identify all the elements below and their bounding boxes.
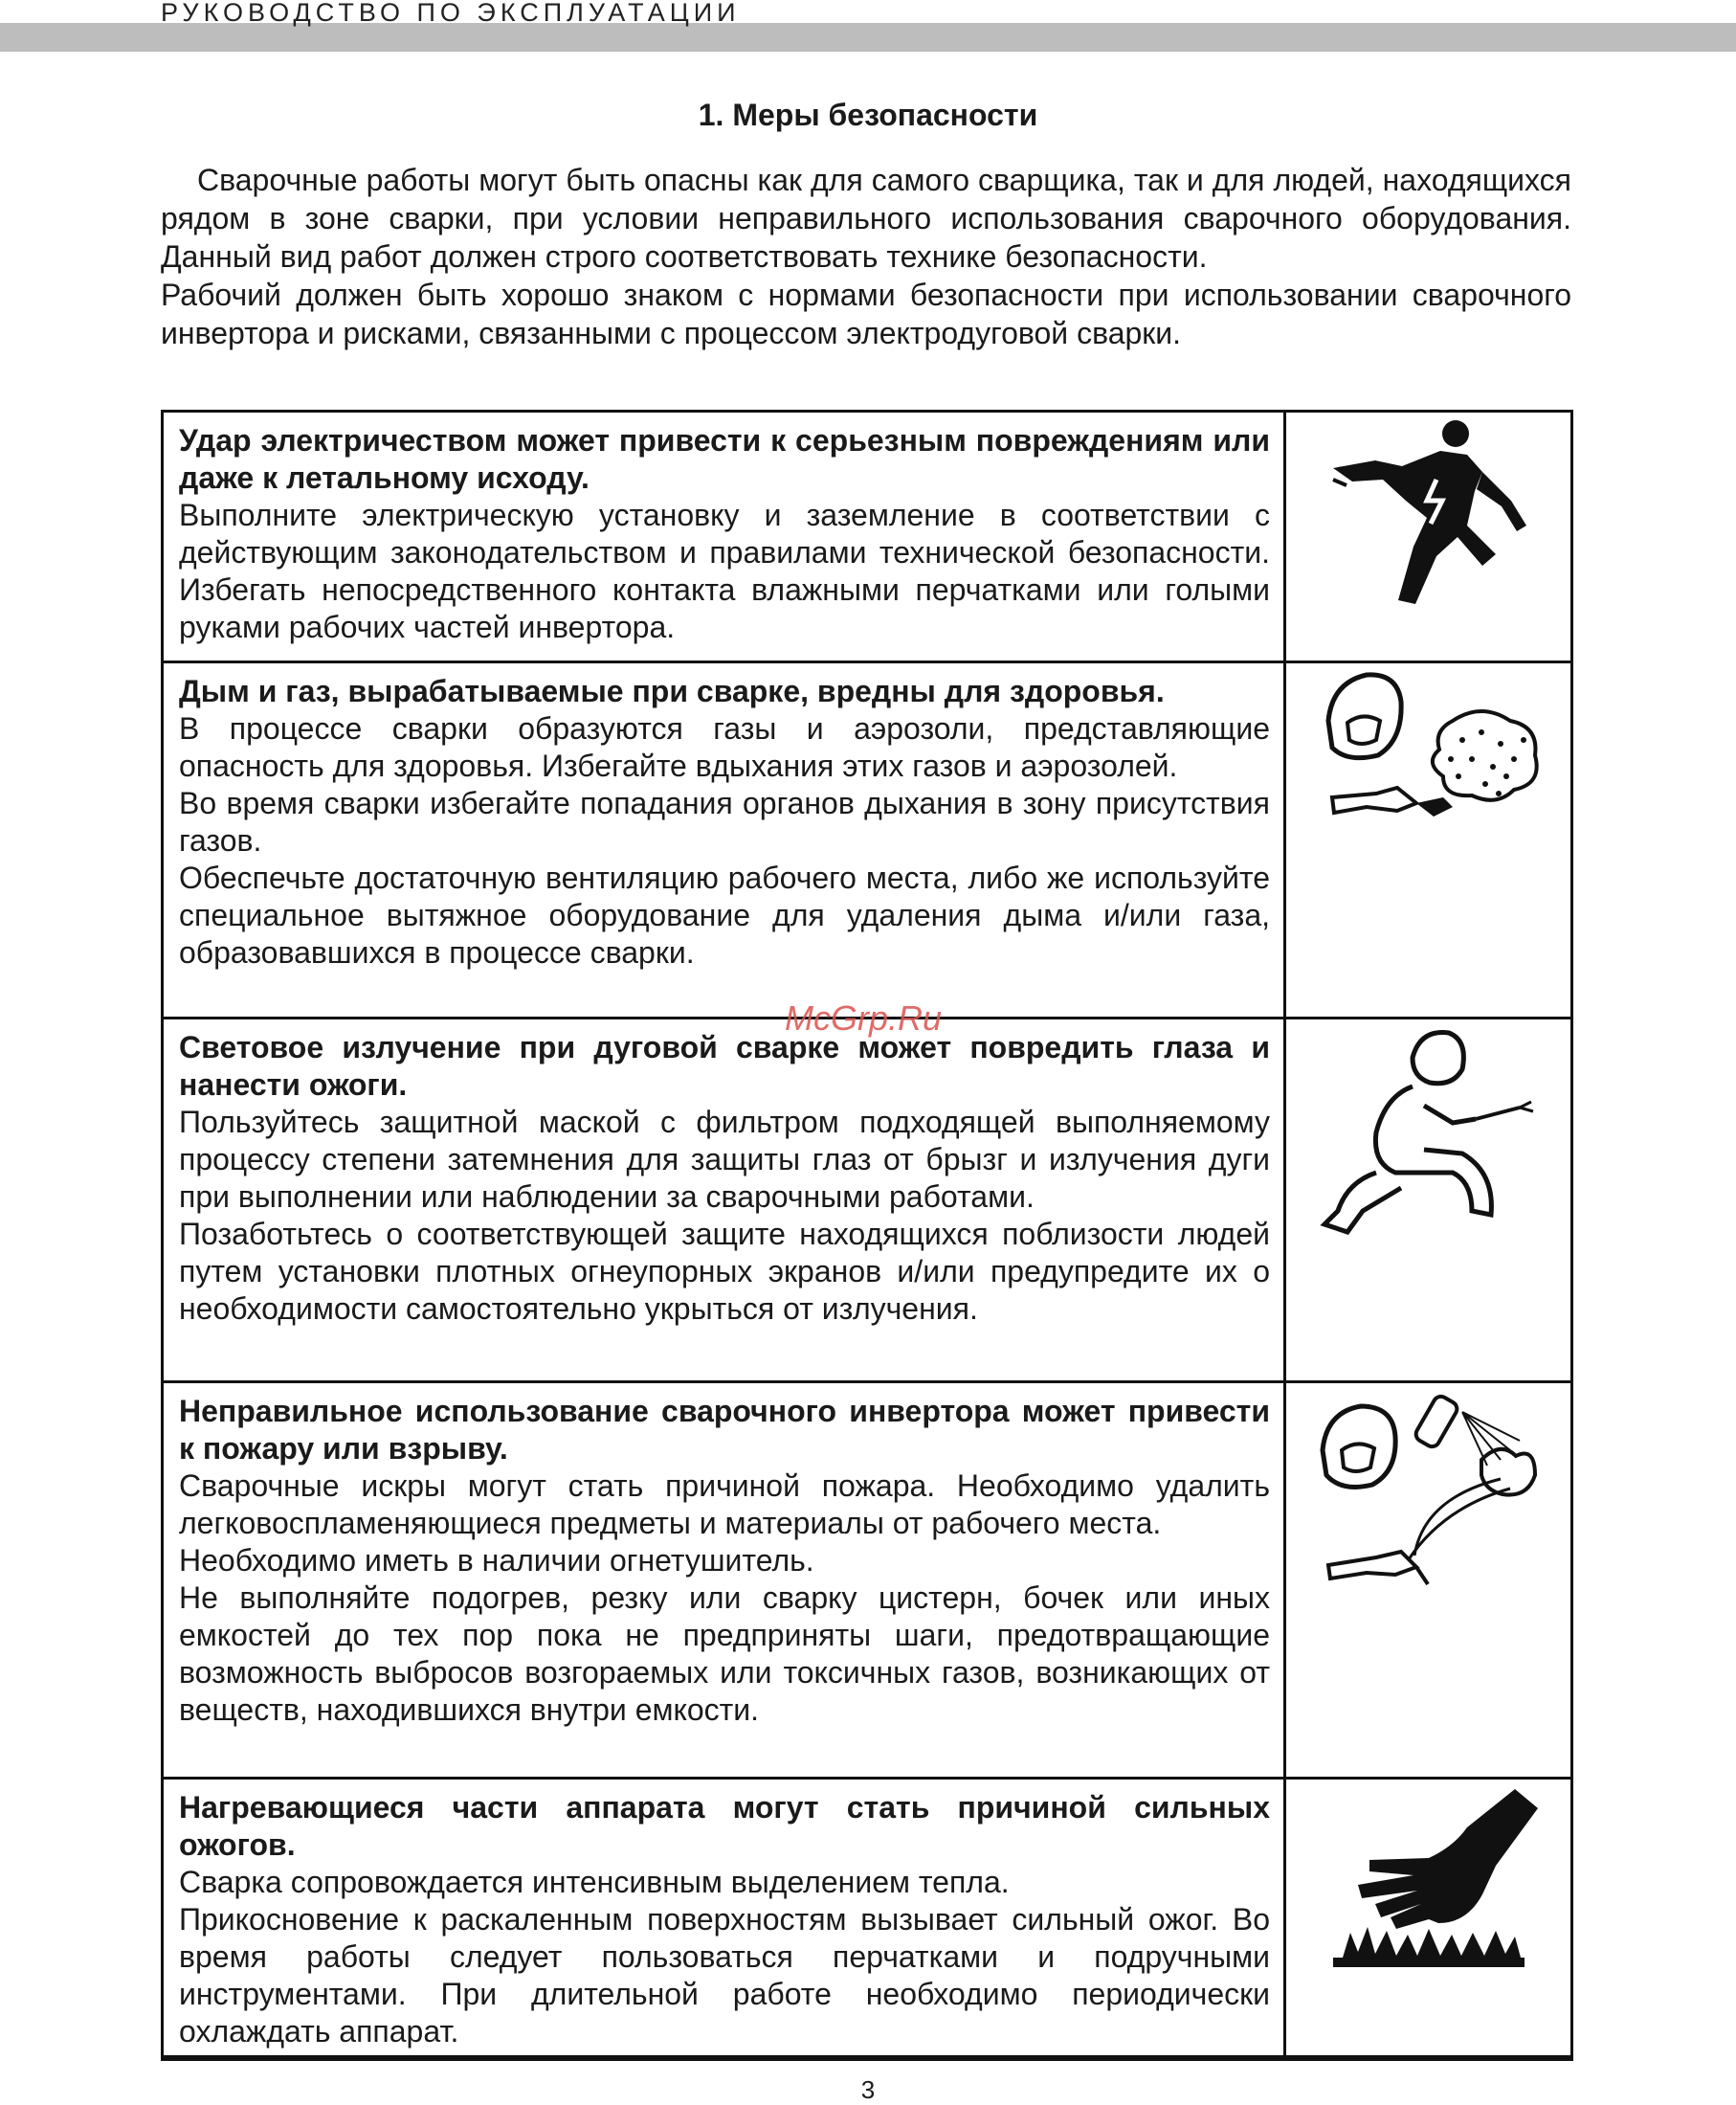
warning-heading: Дым и газ, вырабатываемые при сварке, вредны для здоровья. <box>179 674 1165 708</box>
warning-text-cell <box>163 1779 1285 2060</box>
warning-row-electric <box>163 412 1572 662</box>
warning-paragraph: Прикосновение к раскаленным поверхностям вызывает сильный ожог. Во время работы следует пользоваться перчатками и подручными инструментами. При длительной работе необходимо периодически охлаждать аппарат. <box>179 1902 1270 2049</box>
watermark: McGrp.Ru <box>785 998 943 1038</box>
warning-row-fire <box>163 1382 1572 1779</box>
warning-row-burns <box>163 1779 1572 2060</box>
intro-paragraph: Сварочные работы могут быть опасны как для самого сварщика, так и для людей, находящихся рядом в зоне сварки, при условии неправильного использования сварочного оборудования. Данный вид работ должен строго соответствовать технике безопасности. <box>161 163 1571 274</box>
header-title: РУКОВОДСТВО ПО ЭКСПЛУАТАЦИИ <box>161 0 741 27</box>
hot-surface-hand-icon <box>1314 1780 1544 1971</box>
safety-table <box>161 410 1573 2061</box>
warning-row-fumes <box>163 662 1572 1019</box>
warning-image-cell <box>1285 1382 1572 1779</box>
intro-text <box>161 161 1571 352</box>
warning-paragraph: В процессе сварки образуются газы и аэрозоли, представляющие опасность для здоровья. Избегайте вдыхания этих газов и аэрозолей. <box>179 711 1270 783</box>
warning-paragraph: Сварочные искры могут стать причиной пожара. Необходимо удалить легковоспламеняющиеся предметы и материалы от рабочего места. <box>179 1468 1270 1540</box>
warning-paragraph: Не выполняйте подогрев, резку или сварку цистерн, бочек или иных емкостей до тех пор пока не предприняты шаги, предотвращающие возможность выбросов возгораемых или токсичных газов, возникающих от веществ, находившихся внутри емкости. <box>179 1580 1270 1727</box>
warning-paragraph: Сварка сопровождается интенсивным выделением тепла. <box>179 1865 1010 1899</box>
warning-paragraph: Позаботьтесь о соответствующей защите находящихся поблизости людей путем установки плотных огнеупорных экранов и/или предупредите их о необходимости самостоятельно укрыться от излучения. <box>179 1217 1270 1326</box>
warning-heading: Нагревающиеся части аппарата могут стать причиной сильных ожогов. <box>179 1790 1270 1862</box>
warning-image-cell <box>1285 412 1572 662</box>
warning-paragraph: Пользуйтесь защитной маской с фильтром подходящей выполняемому процессу степени затемнения для защиты глаз от брызг и излучения дуги при выполнении или наблюдении за сварочными работами. <box>179 1105 1270 1214</box>
welding-fumes-icon <box>1309 663 1548 836</box>
section-title: 1. Меры безопасности <box>698 98 1038 132</box>
warning-paragraph: Необходимо иметь в наличии огнетушитель. <box>179 1543 814 1578</box>
warning-text-cell <box>163 662 1285 1019</box>
warning-paragraph: Обеспечьте достаточную вентиляцию рабочего места, либо же используйте специальное вытяжное оборудование для удаления дыма и/или газа, образовавшихся в процессе сварки. <box>179 861 1270 970</box>
warning-heading: Удар электричеством может привести к серьезным повреждениям или даже к летальному исходу. <box>179 423 1270 495</box>
warning-text-cell <box>163 1019 1285 1382</box>
page-number: 3 <box>860 2075 876 2104</box>
bottom-rule <box>161 2055 1573 2059</box>
warning-image-cell <box>1285 662 1572 1019</box>
warning-heading: Неправильное использование сварочного инвертора может привести к пожару или взрыву. <box>179 1394 1270 1466</box>
kneeling-welder-icon <box>1309 1019 1548 1240</box>
warning-paragraph: Выполните электрическую установку и заземление в соответствии с действующим законодательством и правилами технической безопасности. Избегать непосредственного контакта влажными перчатками или голыми руками рабочих частей инвертора. <box>179 498 1270 644</box>
warning-image-cell <box>1285 1019 1572 1382</box>
warning-row-radiation <box>163 1019 1572 1382</box>
intro-paragraph: Рабочий должен быть хорошо знаком с нормами безопасности при использовании сварочного инвертора и рисками, связанными с процессом электродуговой сварки. <box>161 278 1571 350</box>
warning-paragraph: Во время сварки избегайте попадания органов дыхания в зону присутствия газов. <box>179 786 1270 858</box>
warning-text-cell <box>163 412 1285 662</box>
page-header <box>0 0 1736 54</box>
fire-hazard-icon <box>1309 1383 1548 1603</box>
warning-image-cell <box>1285 1779 1572 2060</box>
electric-shock-icon <box>1314 413 1544 614</box>
warning-text-cell <box>163 1382 1285 1779</box>
warning-heading: Световое излучение при дуговой сварке может повредить глаза и нанести ожоги. <box>179 1030 1270 1102</box>
